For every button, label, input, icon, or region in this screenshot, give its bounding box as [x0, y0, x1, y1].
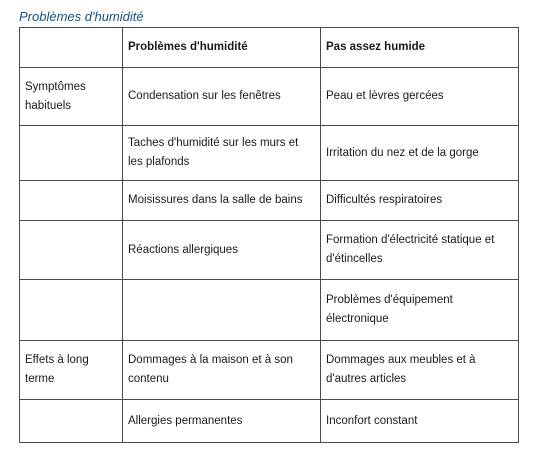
humidity-table — [19, 27, 519, 443]
table-cell — [123, 280, 321, 341]
table-cell: Allergies permanentes — [123, 400, 321, 443]
header-cell-humidity-problems: Problèmes d'humidité — [123, 28, 321, 68]
row-label — [20, 221, 123, 280]
table-cell: Inconfort constant — [321, 400, 519, 443]
header-cell-empty — [20, 28, 123, 68]
table-cell: Moisissures dans la salle de bains — [123, 181, 321, 221]
table-row — [20, 280, 519, 341]
table-cell: Réactions allergiques — [123, 221, 321, 280]
row-label: Effets à long terme — [20, 341, 123, 400]
table-cell: Difficultés respiratoires — [321, 181, 519, 221]
table-cell: Dommages aux meubles et à d'autres articles — [321, 341, 519, 400]
table-row — [20, 221, 519, 280]
table-cell: Formation d'électricité statique et d'étincelles — [321, 221, 519, 280]
table-row — [20, 341, 519, 400]
table-cell: Problèmes d'équipement électronique — [321, 280, 519, 341]
header-row — [20, 28, 519, 68]
table-cell: Condensation sur les fenêtres — [123, 68, 321, 126]
table-cell: Irritation du nez et de la gorge — [321, 126, 519, 181]
row-label — [20, 280, 123, 341]
table-caption: Problèmes d'humidité — [19, 9, 144, 24]
table-row — [20, 181, 519, 221]
table-row — [20, 126, 519, 181]
row-label — [20, 400, 123, 443]
table-row — [20, 400, 519, 443]
table-cell: Dommages à la maison et à son contenu — [123, 341, 321, 400]
header-cell-not-humid-enough: Pas assez humide — [321, 28, 519, 68]
row-label — [20, 126, 123, 181]
table-cell: Taches d'humidité sur les murs et les plafonds — [123, 126, 321, 181]
table-row — [20, 68, 519, 126]
table-cell: Peau et lèvres gercées — [321, 68, 519, 126]
row-label — [20, 181, 123, 221]
row-label: Symptômes habituels — [20, 68, 123, 126]
